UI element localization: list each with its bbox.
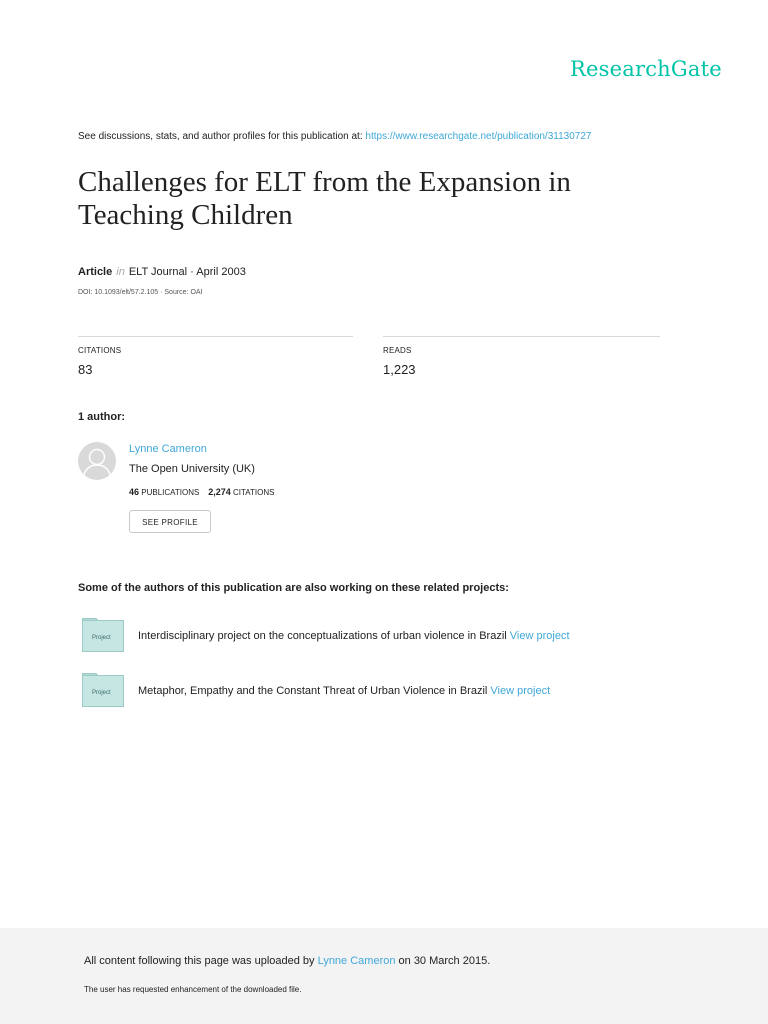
author-stats bbox=[129, 487, 274, 497]
see-profile-button[interactable]: SEE PROFILE bbox=[129, 510, 211, 533]
user-silhouette-icon bbox=[78, 442, 116, 480]
article-type: Article bbox=[78, 266, 113, 278]
researchgate-logo[interactable]: ResearchGate bbox=[570, 57, 722, 81]
reads-label: READS bbox=[383, 346, 412, 355]
reads-value: 1,223 bbox=[383, 362, 416, 377]
doi-source: DOI: 10.1093/elt/57.2.105 · Source: OAI bbox=[78, 289, 203, 296]
author-publications-count: 46 bbox=[129, 487, 140, 497]
title-line-1: Challenges for ELT from the Expansion in bbox=[78, 166, 571, 198]
project-icon bbox=[82, 618, 124, 657]
authors-heading: 1 author: bbox=[78, 411, 126, 423]
author-affiliation: The Open University (UK) bbox=[129, 463, 255, 475]
upload-suffix: on 30 March 2015. bbox=[395, 955, 491, 967]
footer bbox=[0, 928, 768, 1024]
view-project-link[interactable]: View project bbox=[490, 685, 551, 697]
author-citations-count: 2,274 bbox=[208, 487, 231, 497]
upload-prefix: All content following this page was uploaded by bbox=[84, 955, 318, 967]
project-item bbox=[138, 630, 570, 642]
publication-url-link[interactable]: https://www.researchgate.net/publication/31130727 bbox=[365, 131, 592, 142]
article-meta bbox=[78, 266, 246, 278]
project-title: Interdisciplinary project on the conceptualizations of urban violence in Brazil bbox=[138, 630, 507, 642]
intro-line bbox=[78, 131, 591, 142]
view-project-link[interactable]: View project bbox=[509, 630, 570, 642]
avatar[interactable] bbox=[78, 442, 116, 480]
projects-heading: Some of the authors of this publication are also working on these related projects: bbox=[78, 582, 509, 594]
intro-text: See discussions, stats, and author profiles for this publication at: bbox=[78, 131, 366, 142]
enhancement-note: The user has requested enhancement of the downloaded file. bbox=[84, 985, 302, 994]
reads-divider bbox=[383, 336, 660, 337]
project-icon-label: Project bbox=[92, 690, 111, 696]
citations-value: 83 bbox=[78, 362, 93, 377]
author-publications-label: PUBLICATIONS bbox=[141, 488, 200, 497]
project-icon bbox=[82, 673, 124, 712]
citations-divider bbox=[78, 336, 353, 337]
citations-label: CITATIONS bbox=[78, 346, 122, 355]
project-item bbox=[138, 685, 550, 697]
author-name-link[interactable]: Lynne Cameron bbox=[129, 443, 207, 455]
journal-date: ELT Journal · April 2003 bbox=[128, 266, 246, 278]
project-icon-label: Project bbox=[92, 635, 111, 641]
in-label: in bbox=[116, 266, 125, 278]
author-citations-label: CITATIONS bbox=[233, 488, 275, 497]
page-title bbox=[78, 166, 688, 232]
title-line-2: Teaching Children bbox=[78, 199, 293, 231]
uploader-link[interactable]: Lynne Cameron bbox=[317, 955, 396, 967]
upload-notice bbox=[84, 955, 490, 967]
project-title: Metaphor, Empathy and the Constant Threat of Urban Violence in Brazil bbox=[138, 685, 488, 697]
